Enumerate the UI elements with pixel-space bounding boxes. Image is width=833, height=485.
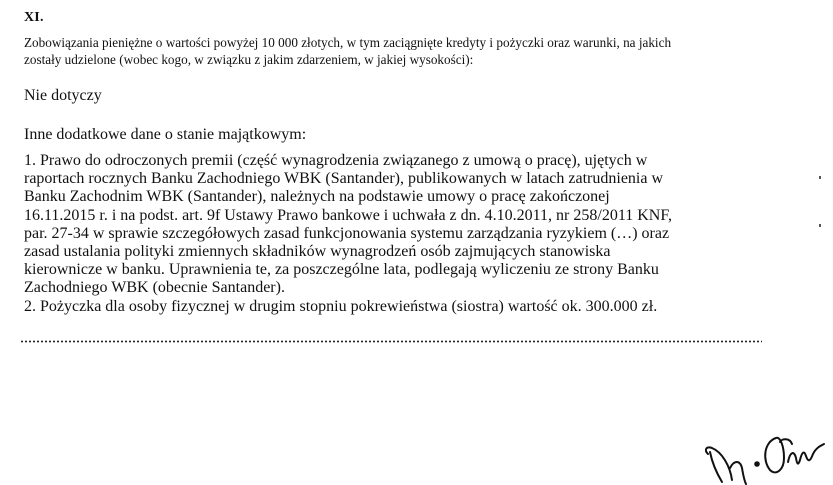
- text-line: par. 27-34 w sprawie szczegółowych zasad funkcjonowania systemu zarządzania ryzykiem (…) oraz: [24, 224, 670, 242]
- handwritten-signature-icon: [700, 420, 830, 485]
- text-line: kierownicze w banku. Uprawnienia te, za poszczególne lata, podlegają wyliczeniu ze strony Banku: [24, 261, 659, 279]
- section-number: XI.: [24, 10, 44, 25]
- text-line: Banku Zachodnim WBK (Santander), należnych na podstawie umowy o pracę zakończonej: [24, 188, 610, 206]
- text-line: 16.11.2015 r. i na podst. art. 9f Ustawy Prawo bankowe i uchwała z dn. 4.10.2011, nr 258/2011 KNF,: [24, 206, 672, 224]
- scan-speck: [819, 176, 821, 179]
- text-line: zasad ustalania polityki zmiennych składników wynagrodzeń osób zajmujących stanowiska: [24, 243, 611, 261]
- section-answer: Nie dotyczy: [24, 87, 102, 104]
- text-line: 2. Pożyczka dla osoby fizycznej w drugim stopniu pokrewieństwa (siostra) wartość ok. 300.000 zł.: [24, 297, 658, 315]
- text-line: 1. Prawo do odroczonych premii (część wynagrodzenia związanego z umową o pracę), ujętych w: [24, 152, 648, 169]
- text-line: Zachodniego WBK (obecnie Santander).: [24, 279, 285, 297]
- dotted-separator: [20, 340, 762, 343]
- additional-data-heading: Inne dodatkowe dane o stanie majątkowym:: [24, 126, 307, 143]
- scan-speck: [819, 224, 821, 227]
- additional-data-text: [24, 152, 814, 316]
- section-question: [24, 34, 824, 68]
- question-line: Zobowiązania pieniężne o wartości powyżej 10 000 złotych, w tym zaciągnięte kredyty i pożyczki oraz warunki, na jakich: [24, 35, 672, 50]
- text-line: raportach rocznych Banku Zachodniego WBK (Santander), publikowanych w latach zatrudnienia w: [24, 170, 664, 188]
- question-line: zostały udzielone (wobec kogo, w związku z jakim zdarzeniem, w jakiej wysokości):: [24, 52, 474, 67]
